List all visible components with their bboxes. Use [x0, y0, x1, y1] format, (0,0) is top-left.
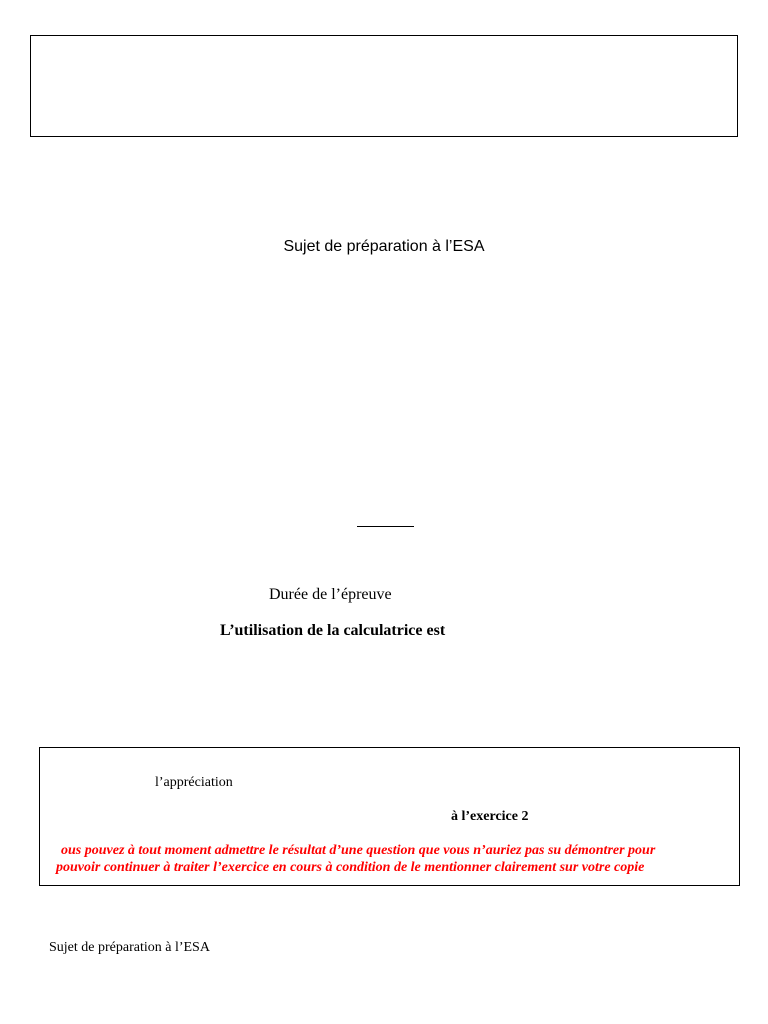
footer-text: Sujet de préparation à l’ESA	[49, 940, 210, 955]
appreciation-text: l’appréciation	[155, 775, 233, 790]
duration-label: Durée de l’épreuve	[269, 586, 392, 603]
calculator-notice: L’utilisation de la calculatrice est	[220, 622, 446, 639]
exercise-reference: à l’exercice 2	[451, 809, 529, 824]
separator-line	[357, 526, 414, 527]
header-box	[30, 35, 738, 137]
warning-line-1: ous pouvez à tout moment admettre le résultat d’une question que vous n’auriez pas su démontrer pour	[61, 843, 656, 858]
page-title: Sujet de préparation à l’ESA	[283, 238, 485, 255]
warning-line-2: pouvoir continuer à traiter l’exercice en cours à condition de le mentionner clairement sur votre copie	[56, 860, 645, 875]
